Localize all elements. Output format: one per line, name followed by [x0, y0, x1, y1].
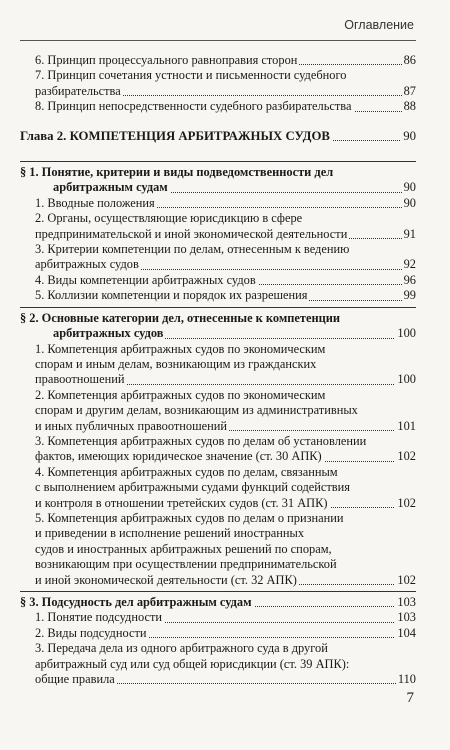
- section-divider: [20, 307, 416, 308]
- toc-entry[interactable]: 8. Принцип непосредственности судебного разбирательства 88: [35, 99, 416, 114]
- toc-entry-line: 2. Компетенция арбитражных судов по экономическим: [35, 387, 326, 402]
- toc-entry[interactable]: 5. Коллизии компетенции и порядок их разрешения 99: [35, 288, 416, 303]
- toc-entry[interactable]: 1. Вводные положения 90: [35, 195, 416, 210]
- toc-section-entry[interactable]: § 3. Подсудность дел арбитражным судам 103: [20, 595, 416, 609]
- toc-entry-line: возникающим при осуществлении предпринимательской: [35, 557, 337, 572]
- toc-entry[interactable]: и иной экономической деятельности (ст. 32 АПК) 102: [35, 572, 416, 587]
- section-divider: [20, 591, 416, 592]
- toc-entry-line: 3. Компетенция арбитражных судов по делам об установлении: [35, 433, 367, 448]
- table-of-contents: [20, 53, 416, 687]
- toc-entry-line: арбитражный суд или суд общей юрисдикции (ст. 39 АПК):: [35, 656, 350, 671]
- toc-entry-line: 3. Критерии компетенции по делам, отнесенным к ведению: [35, 242, 350, 257]
- page-number: 7: [406, 690, 414, 706]
- toc-entry-line: 5. Компетенция арбитражных судов по делам о признании: [35, 510, 344, 525]
- toc-chapter-entry[interactable]: Глава 2. КОМПЕТЕНЦИЯ АРБИТРАЖНЫХ СУДОВ 90: [20, 128, 416, 143]
- header-title: Оглавление: [344, 18, 414, 32]
- toc-section-entry[interactable]: арбитражным судам 90: [53, 180, 416, 195]
- toc-entry[interactable]: правоотношений 100: [35, 372, 416, 387]
- toc-entry-line: судов и иностранных арбитражных решений по спорам,: [35, 541, 332, 556]
- toc-entry[interactable]: предпринимательской и иной экономической деятельности 91: [35, 226, 416, 241]
- toc-entry-line: и приведении в исполнение решений иностранных: [35, 526, 305, 541]
- toc-entry[interactable]: и иных публичных правоотношений 101: [35, 418, 416, 433]
- toc-section-entry[interactable]: арбитражных судов 100: [53, 326, 416, 341]
- toc-entry-line: с выполнением арбитражными судами функций содействия: [35, 480, 350, 495]
- toc-entry[interactable]: арбитражных судов 92: [35, 257, 416, 272]
- toc-entry[interactable]: общие правила 110: [35, 672, 416, 687]
- toc-entry-line: 1. Компетенция арбитражных судов по экономическим: [35, 341, 326, 356]
- toc-entry[interactable]: 1. Понятие подсудности 103: [35, 610, 416, 625]
- toc-section-line: § 1. Понятие, критерии и виды подведомственности дел: [20, 165, 334, 180]
- toc-entry-line: 3. Передача дела из одного арбитражного суда в другой: [35, 641, 328, 656]
- toc-entry-line: 2. Органы, осуществляющие юрисдикцию в сфере: [35, 211, 303, 226]
- toc-section-line: § 2. Основные категории дел, отнесенные к компетенции: [20, 310, 341, 325]
- running-header: [0, 0, 450, 42]
- toc-entry-line: спорам и другим делам, возникающим из административных: [35, 403, 358, 418]
- toc-entry-line: 7. Принцип сочетания устности и письменности судебного: [35, 68, 347, 83]
- toc-entry[interactable]: 2. Виды подсудности 104: [35, 625, 416, 640]
- toc-entry[interactable]: и контроля в отношении третейских судов (ст. 31 АПК) 102: [35, 495, 416, 510]
- toc-entry[interactable]: разбирательства 87: [35, 83, 416, 98]
- toc-entry[interactable]: 4. Виды компетенции арбитражных судов 96: [35, 272, 416, 287]
- toc-entry-line: спорам и иным делам, возникающим из гражданских: [35, 356, 317, 371]
- toc-entry[interactable]: 6. Принцип процессуального равноправия сторон 86: [35, 53, 416, 67]
- toc-entry-line: 4. Компетенция арбитражных судов по делам, связанным: [35, 464, 338, 479]
- header-rule: [20, 40, 416, 41]
- section-divider: [20, 161, 416, 162]
- toc-entry[interactable]: фактов, имеющих юридическое значение (ст. 30 АПК) 102: [35, 449, 416, 464]
